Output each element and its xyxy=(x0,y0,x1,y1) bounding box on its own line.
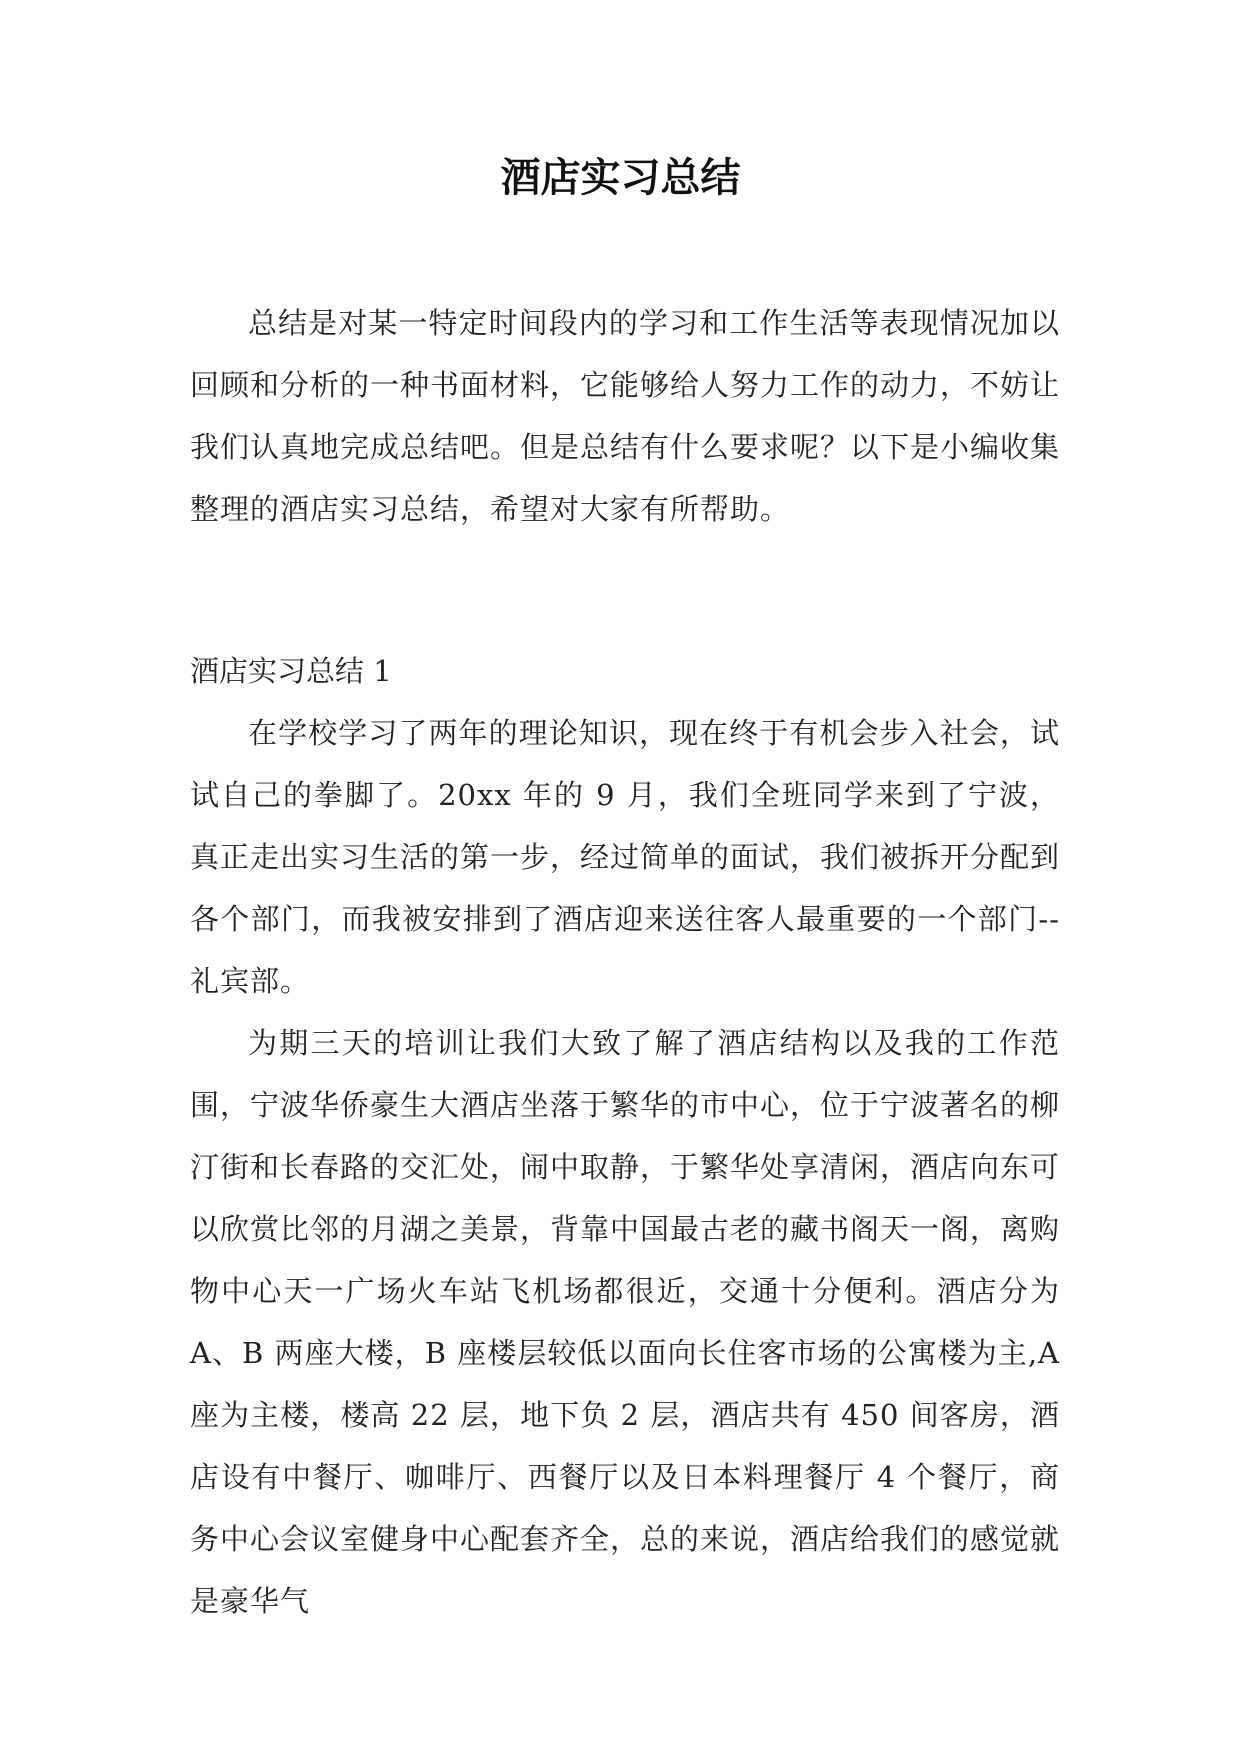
document-title: 酒店实习总结 xyxy=(500,154,741,201)
body-paragraph-1: 在学校学习了两年的理论知识，现在终于有机会步入社会，试试自己的拳脚了。20xx 年的 9 月，我们全班同学来到了宁波，真正走出实习生活的第一步，经过简单的面试，我们被拆开分配到各个部门，而我被安排到了酒店迎来送往客人最重要的一个部门--礼宾部。 xyxy=(190,716,1061,998)
intro-paragraph: 总结是对某一特定时间段内的学习和工作生活等表现情况加以回顾和分析的一种书面材料，它能够给人努力工作的动力，不妨让我们认真地完成总结吧。但是总结有什么要求呢？以下是小编收集整理的酒店实习总结，希望对大家有所帮助。 xyxy=(190,306,1061,526)
section-heading: 酒店实习总结 1 xyxy=(190,654,392,688)
body-paragraph-2: 为期三天的培训让我们大致了解了酒店结构以及我的工作范围，宁波华侨豪生大酒店坐落于繁华的市中心，位于宁波著名的柳汀街和长春路的交汇处，闹中取静，于繁华处享清闲，酒店向东可以欣赏比邻的月湖之美景，背靠中国最古老的藏书阁天一阁，离购物中心天一广场火车站飞机场都很近，交通十分便利。酒店分为 A、B 两座大楼，B 座楼层较低以面向长住客市场的公寓楼为主,A 座为主楼，楼高 22 层，地下负 2 层，酒店共有 450 间客房，酒店设有中餐厅、咖啡厅、西餐厅以及日本料理餐厅 4 个餐厅，商务中心会议室健身中心配套齐全，总的来说，酒店给我们的感觉就是豪华气 xyxy=(190,1026,1061,1618)
